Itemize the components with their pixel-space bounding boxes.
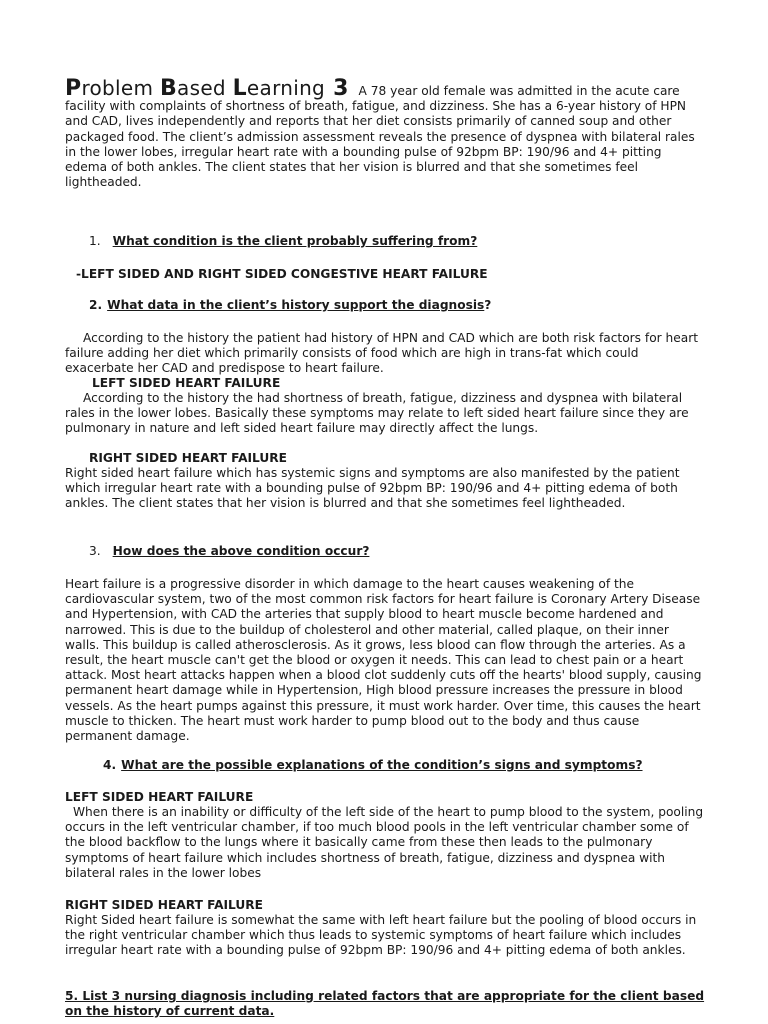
answer-2-right-heading: RIGHT SIDED HEART FAILURE xyxy=(89,451,287,465)
case-description: A 78 year old female was admitted in the acute care facility with complaints of shortness of breath, fatigue, and dizziness. She has a 6-year history of HPN and CAD, lives independently and reports that her diet consists primarily of canned soup and other packaged food. The client’s admission assessment reveals the presence of dyspnea with bilateral rales in the lower lobes, irregular heart rate with a bounding pulse of 92bpm BP: 190/96 and 4+ pitting edema of both ankles. The client states that her vision is blurred and that she sometimes feel lightheaded. xyxy=(65,84,695,190)
answer-4-left-text: When there is an inability or difficulty of the left side of the heart to pump blood to the system, pooling occurs in the left ventricular chamber, if too much blood pools in the left ventricular chamber some of the blood backflow to the lungs where it basically came from these then leads to the pulmonary symptoms of heart failure which includes shortness of breath, fatigue, dizziness and dyspnea with bilateral rales in the lower lobes xyxy=(65,805,704,880)
answer-1: -LEFT SIDED AND RIGHT SIDED CONGESTIVE HEART FAILURE xyxy=(76,267,488,281)
answer-4-left-heading: LEFT SIDED HEART FAILURE xyxy=(65,790,254,804)
intro-paragraph xyxy=(65,76,705,190)
question-2: 2. What data in the client’s history support the diagnosis? xyxy=(89,298,492,312)
question-4: 4. What are the possible explanations of the condition’s signs and symptoms? xyxy=(103,758,643,772)
answer-2-right-text: Right sided heart failure which has systemic signs and symptoms are also manifested by the patient which irregular heart rate with a bounding pulse of 92bpm BP: 190/96 and 4+ pitting edema of both ankles. The client states that her vision is blurred and that she sometimes feel lightheaded. xyxy=(65,466,680,511)
answer-4-right-heading: RIGHT SIDED HEART FAILURE xyxy=(65,898,263,912)
answer-2-history: According to the history the patient had history of HPN and CAD which are both risk factors for heart failure adding her diet which primarily consists of food which are high in trans-fat which could exacerbate her CAD and predispose to heart failure. xyxy=(65,331,699,376)
question-1: 1. What condition is the client probably suffering from? xyxy=(89,234,478,248)
question-5: 5. List 3 nursing diagnosis including related factors that are appropriate for the client based on the history of current data. xyxy=(65,989,705,1019)
question-3: 3. How does the above condition occur? xyxy=(89,544,370,558)
answer-4-right-text: Right Sided heart failure is somewhat the same with left heart failure but the pooling of blood occurs in the right ventricular chamber which thus leads to systemic symptoms of heart failure which includes irregular heart rate with a bounding pulse of 92bpm BP: 190/96 and 4+ pitting edema of both ankles. xyxy=(65,913,697,958)
page-title: Problem Based Learning 3 xyxy=(65,76,349,101)
answer-2-left-heading: LEFT SIDED HEART FAILURE xyxy=(92,376,281,390)
answer-2-left-text: According to the history the had shortness of breath, fatigue, dizziness and dyspnea with bilateral rales in the lower lobes. Basically these symptoms may relate to left sided heart failure since they are pulmonary in nature and left sided heart failure may directly affect the lungs. xyxy=(65,391,689,436)
answer-3: Heart failure is a progressive disorder in which damage to the heart causes weakening of the cardiovascular system, two of the most common risk factors for heart failure is Coronary Artery Disease and Hypertension, with CAD the arteries that supply blood to heart muscle become hardened and narrowed. This is due to the buildup of cholesterol and other material, called plaque, on their inner walls. This buildup is called atherosclerosis. As it grows, less blood can flow through the arteries. As a result, the heart muscle can't get the blood or oxygen it needs. This can lead to chest pain or a heart attack. Most heart attacks happen when a blood clot suddenly cuts off the hearts' blood supply, causing permanent heart damage while in Hypertension, High blood pressure increases the pressure in blood vessels. As the heart pumps against this pressure, it must work harder. Over time, this causes the heart muscle to thicken. The heart must work harder to pump blood out to the body and thus cause permanent damage. xyxy=(65,577,702,744)
